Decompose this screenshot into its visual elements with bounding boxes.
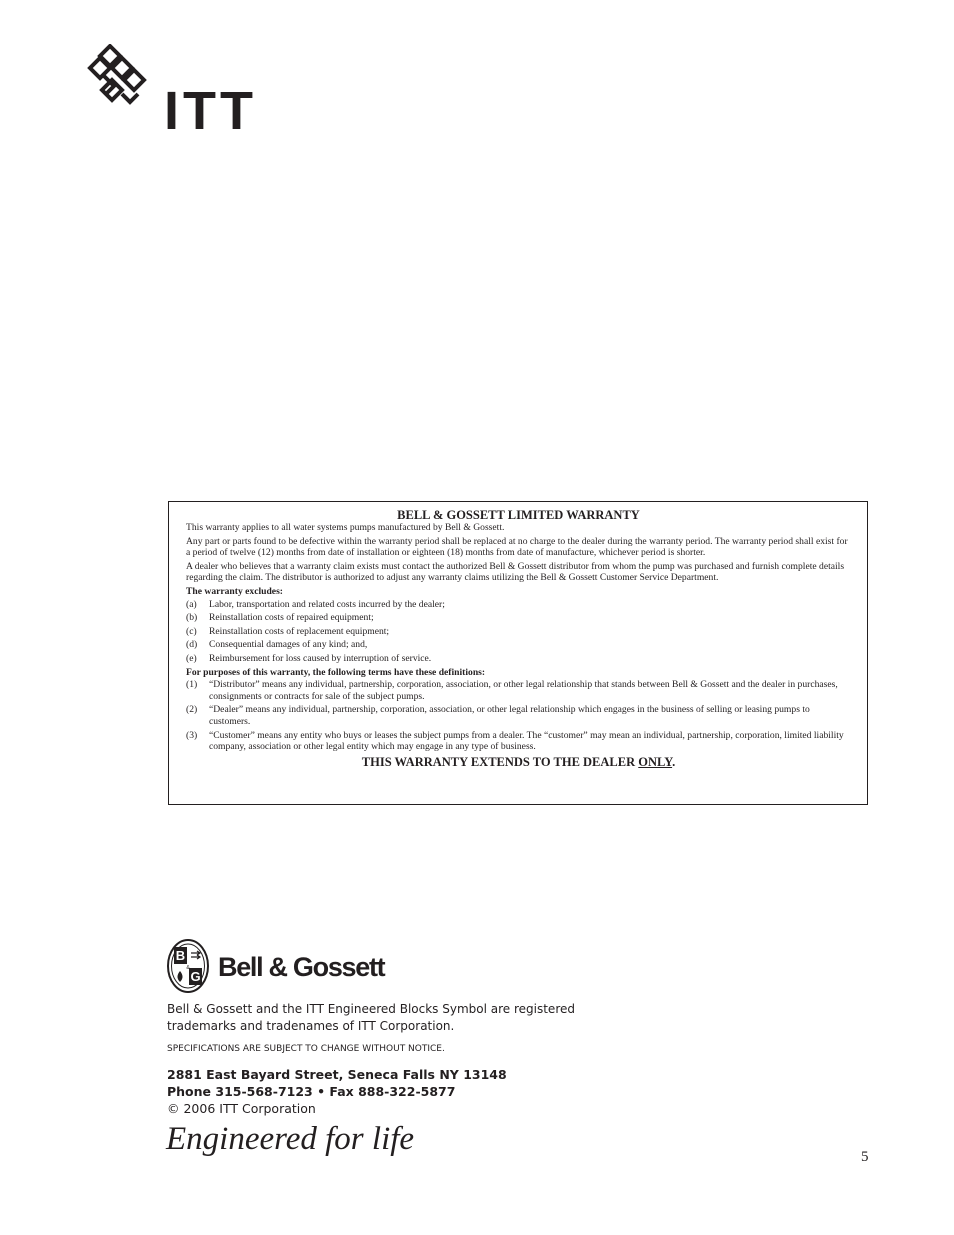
item-marker: (1) xyxy=(186,679,198,691)
svg-text:G: G xyxy=(190,969,201,984)
bell-gossett-logo xyxy=(166,938,426,996)
contact-block xyxy=(167,1066,507,1117)
definition-item xyxy=(186,679,851,702)
copyright: © 2006 ITT Corporation xyxy=(167,1101,316,1116)
item-text: Consequential damages of any kind; and, xyxy=(209,639,368,651)
svg-text:&: & xyxy=(186,965,190,971)
item-text: Reinstallation costs of replacement equipment; xyxy=(209,625,390,637)
item-text: Labor, transportation and related costs incurred by the dealer; xyxy=(209,598,445,610)
item-text: “Dealer” means any individual, partnership, corporation, association, or other legal relationship which engages in the business of selling or leasing pumps to customers. xyxy=(209,704,810,727)
warranty-footer-prefix: THIS WARRANTY EXTENDS TO THE DEALER xyxy=(361,754,639,769)
warranty-footer-emphasis: ONLY xyxy=(638,754,673,769)
warranty-paragraph: A dealer who believes that a warranty claim exists must contact the authorized Bell & Gossett distributor from whom the pump was purchased and furnish complete details regarding the claim. The distributor is authorized to adjust any warranty claims utilizing the Bell & Gossett Customer Service Department. xyxy=(186,560,845,584)
warranty-paragraph: This warranty applies to all water systems pumps manufactured by Bell & Gossett. xyxy=(186,522,505,533)
item-text: Reimbursement for loss caused by interruption of service. xyxy=(209,652,432,664)
itt-wordmark: ITT xyxy=(164,81,257,141)
definition-item xyxy=(186,730,851,753)
street-address: 2881 East Bayard Street, Seneca Falls NY 13148 xyxy=(167,1067,507,1082)
warranty-title: BELL & GOSSETT LIMITED WARRANTY xyxy=(397,508,640,522)
bell-gossett-wordmark: Bell & Gossett xyxy=(218,952,385,982)
warranty-paragraph: Any part or parts found to be defective within the warranty period shall be replaced at no charge to the dealer during the warranty period. The warranty period shall exist for a period of twelve (12) months from date of installation or eighteen (18) months from date of manufacture, whichever period is shorter. xyxy=(186,535,848,559)
itt-engineered-blocks-icon xyxy=(86,44,156,114)
item-text: Reinstallation costs of repaired equipment; xyxy=(209,612,374,624)
definition-item xyxy=(186,704,851,727)
item-marker: (c) xyxy=(186,625,197,637)
warranty-footer-suffix: . xyxy=(672,754,676,769)
item-marker: (3) xyxy=(186,729,198,741)
item-marker: (a) xyxy=(186,598,197,610)
exclusion-item xyxy=(186,612,851,624)
exclusion-item xyxy=(186,599,851,611)
trademark-notice: Bell & Gossett and the ITT Engineered Blocks Symbol are registered trademarks and tradenames of ITT Corporation. xyxy=(167,1002,575,1033)
phone-fax: Phone 315-568-7123 • Fax 888-322-5877 xyxy=(167,1084,456,1099)
tagline: Engineered for life xyxy=(166,1121,415,1157)
warranty-box xyxy=(168,501,868,805)
item-marker: (d) xyxy=(186,639,198,651)
item-marker: (b) xyxy=(186,612,198,624)
warranty-footer xyxy=(186,755,851,770)
item-text: “Customer” means any entity who buys or leases the subject pumps from a dealer. The “customer” may mean an individual, partnership, corporation, limited liability company, association or other legal entity which may engage in any type of business. xyxy=(209,729,844,753)
item-text: “Distributor” means any individual, partnership, corporation, association, or other legal relationship that stands between Bell & Gossett and the dealer in purchases, consignments or contracts for sale of the subject pumps. xyxy=(209,679,838,702)
exclusion-item xyxy=(186,653,851,665)
itt-logo xyxy=(86,44,286,141)
item-marker: (2) xyxy=(186,704,198,716)
bell-gossett-emblem-icon xyxy=(166,938,210,994)
exclusion-item xyxy=(186,626,851,638)
definitions-heading: For purposes of this warranty, the following terms have these definitions: xyxy=(186,666,486,678)
exclusion-item xyxy=(186,639,851,651)
excludes-heading: The warranty excludes: xyxy=(186,585,283,597)
svg-text:B: B xyxy=(175,948,186,963)
specs-notice: SPECIFICATIONS ARE SUBJECT TO CHANGE WITHOUT NOTICE. xyxy=(167,1044,445,1054)
item-marker: (e) xyxy=(186,652,197,664)
page-number: 5 xyxy=(861,1149,869,1165)
